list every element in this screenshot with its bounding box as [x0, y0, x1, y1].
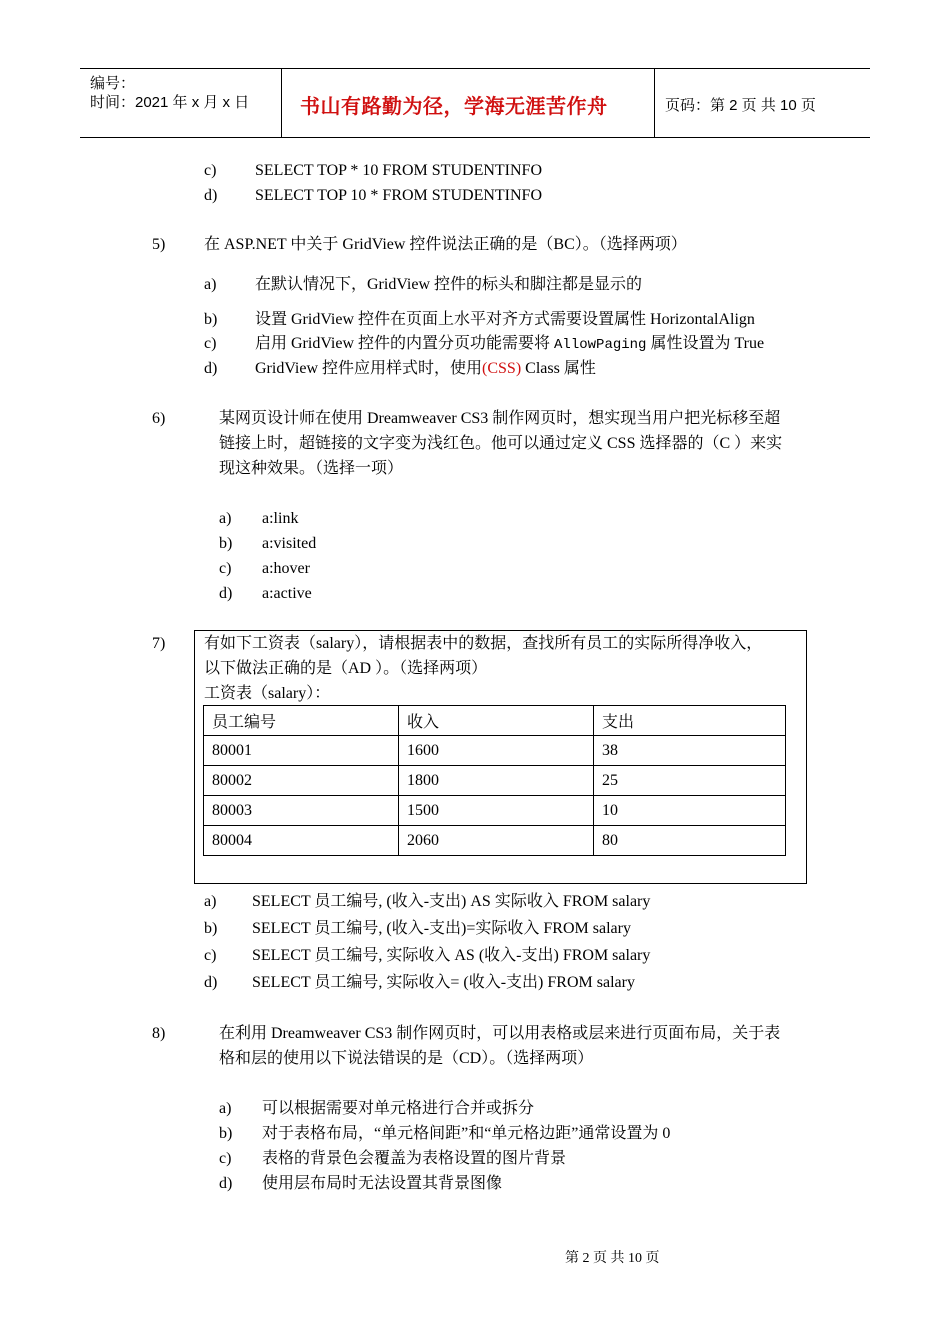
page-footer: 第 2 页 共 10 页 — [565, 1251, 660, 1266]
table-cell: 80002 — [204, 766, 399, 796]
option-key: d) — [204, 360, 218, 377]
option-text — [255, 331, 764, 358]
question-stem: 某网页设计师在使用 Dreamweaver CS3 制作网页时，想实现当用户把光标移至超 — [219, 410, 781, 427]
option-key: d) — [204, 974, 218, 991]
option-text: 设置 GridView 控件在页面上水平对齐方式需要设置属性 HorizontalAlign — [255, 311, 755, 328]
question-number: 7) — [152, 635, 166, 652]
option-text: a:active — [262, 585, 312, 602]
option-key: c) — [204, 162, 217, 179]
option-text: 对于表格布局，“单元格间距”和“单元格边距”通常设置为 0 — [262, 1125, 671, 1142]
option-key: c) — [204, 947, 217, 964]
header-divider — [654, 69, 655, 137]
question-stem: 格和层的使用以下说法错误的是（CD）。（选择两项） — [219, 1050, 594, 1067]
option-text-part: Class 属性 — [521, 360, 596, 377]
question-stem: 链接上时，超链接的文字变为浅红色。他可以通过定义 CSS 选择器的（C ）来实 — [219, 435, 783, 452]
option-key: d) — [219, 585, 233, 602]
code-text: AllowPaging — [554, 337, 647, 353]
option-text: 使用层布局时无法设置其背景图像 — [262, 1175, 503, 1192]
option-key: a) — [204, 276, 217, 293]
option-key: d) — [219, 1175, 233, 1192]
option-text: SELECT 员工编号, (收入-支出)=实际收入 FROM salary — [252, 920, 631, 937]
table-row — [204, 826, 786, 856]
option-key: c) — [204, 335, 217, 352]
question-number: 5) — [152, 236, 166, 253]
question-stem: 在利用 Dreamweaver CS3 制作网页时，可以用表格或层来进行页面布局，关于表 — [219, 1025, 781, 1042]
option-key: b) — [204, 311, 218, 328]
serial-label: 编号： — [90, 75, 136, 92]
option-text: SELECT TOP 10 * FROM STUDENTINFO — [255, 187, 542, 204]
page-label: 页码：第 2 页 共 10 页 — [665, 97, 816, 114]
question-stem: 现这种效果。（选择一项） — [219, 460, 404, 477]
option-text-part: GridView 控件应用样式时，使用 — [255, 360, 483, 377]
option-text: 可以根据需要对单元格进行合并或拆分 — [262, 1100, 535, 1117]
option-key: d) — [204, 187, 218, 204]
option-text — [255, 356, 596, 381]
table-cell: 1800 — [399, 766, 594, 796]
table-cell: 2060 — [399, 826, 594, 856]
table-cell: 38 — [594, 736, 786, 766]
option-text-part: 属性设置为 True — [646, 335, 765, 352]
option-key: c) — [219, 1150, 232, 1167]
option-text: 在默认情况下，GridView 控件的标头和脚注都是显示的 — [255, 276, 643, 293]
salary-table — [203, 705, 786, 856]
question-number: 6) — [152, 410, 166, 427]
table-row — [204, 766, 786, 796]
option-key: b) — [204, 920, 218, 937]
table-cell: 80001 — [204, 736, 399, 766]
option-text-part: 启用 GridView 控件的内置分页功能需要将 — [255, 335, 555, 352]
table-cell: 10 — [594, 796, 786, 826]
option-text: a:link — [262, 510, 299, 527]
option-key: b) — [219, 1125, 233, 1142]
question-number: 8) — [152, 1025, 166, 1042]
option-text: SELECT 员工编号, 实际收入 AS (收入-支出) FROM salary — [252, 947, 651, 964]
option-text: 表格的背景色会覆盖为表格设置的图片背景 — [262, 1150, 567, 1167]
table-cell: 80 — [594, 826, 786, 856]
table-cell: 25 — [594, 766, 786, 796]
option-key: a) — [219, 510, 232, 527]
question-stem: 有如下工资表（salary），请根据表中的数据，查找所有员工的实际所得净收入， — [204, 635, 763, 652]
option-text: SELECT 员工编号, 实际收入= (收入-支出) FROM salary — [252, 974, 635, 991]
table-cell: 1500 — [399, 796, 594, 826]
header-divider — [281, 69, 282, 137]
table-header-row — [204, 706, 786, 736]
time-label: 时间：2021 年 x 月 x 日 — [90, 94, 250, 111]
motto: 书山有路勤为径，学海无涯苦作舟 — [300, 96, 608, 118]
option-key: a) — [219, 1100, 232, 1117]
table-header: 支出 — [594, 706, 786, 736]
table-row — [204, 796, 786, 826]
option-text: a:hover — [262, 560, 310, 577]
table-caption: 工资表（salary）： — [204, 685, 331, 702]
table-header: 员工编号 — [204, 706, 399, 736]
question-stem: 在 ASP.NET 中关于 GridView 控件说法正确的是（BC）。（选择两项） — [204, 236, 687, 253]
option-text: SELECT TOP * 10 FROM STUDENTINFO — [255, 162, 542, 179]
option-key: a) — [204, 893, 217, 910]
table-cell: 1600 — [399, 736, 594, 766]
highlight-text: (CSS) — [482, 360, 522, 377]
option-text: a:visited — [262, 535, 317, 552]
option-key: c) — [219, 560, 232, 577]
option-text: SELECT 员工编号, (收入-支出) AS 实际收入 FROM salary — [252, 893, 651, 910]
table-header: 收入 — [399, 706, 594, 736]
table-row — [204, 736, 786, 766]
question-stem: 以下做法正确的是（AD ）。（选择两项） — [204, 660, 488, 677]
table-cell: 80003 — [204, 796, 399, 826]
option-key: b) — [219, 535, 233, 552]
table-cell: 80004 — [204, 826, 399, 856]
